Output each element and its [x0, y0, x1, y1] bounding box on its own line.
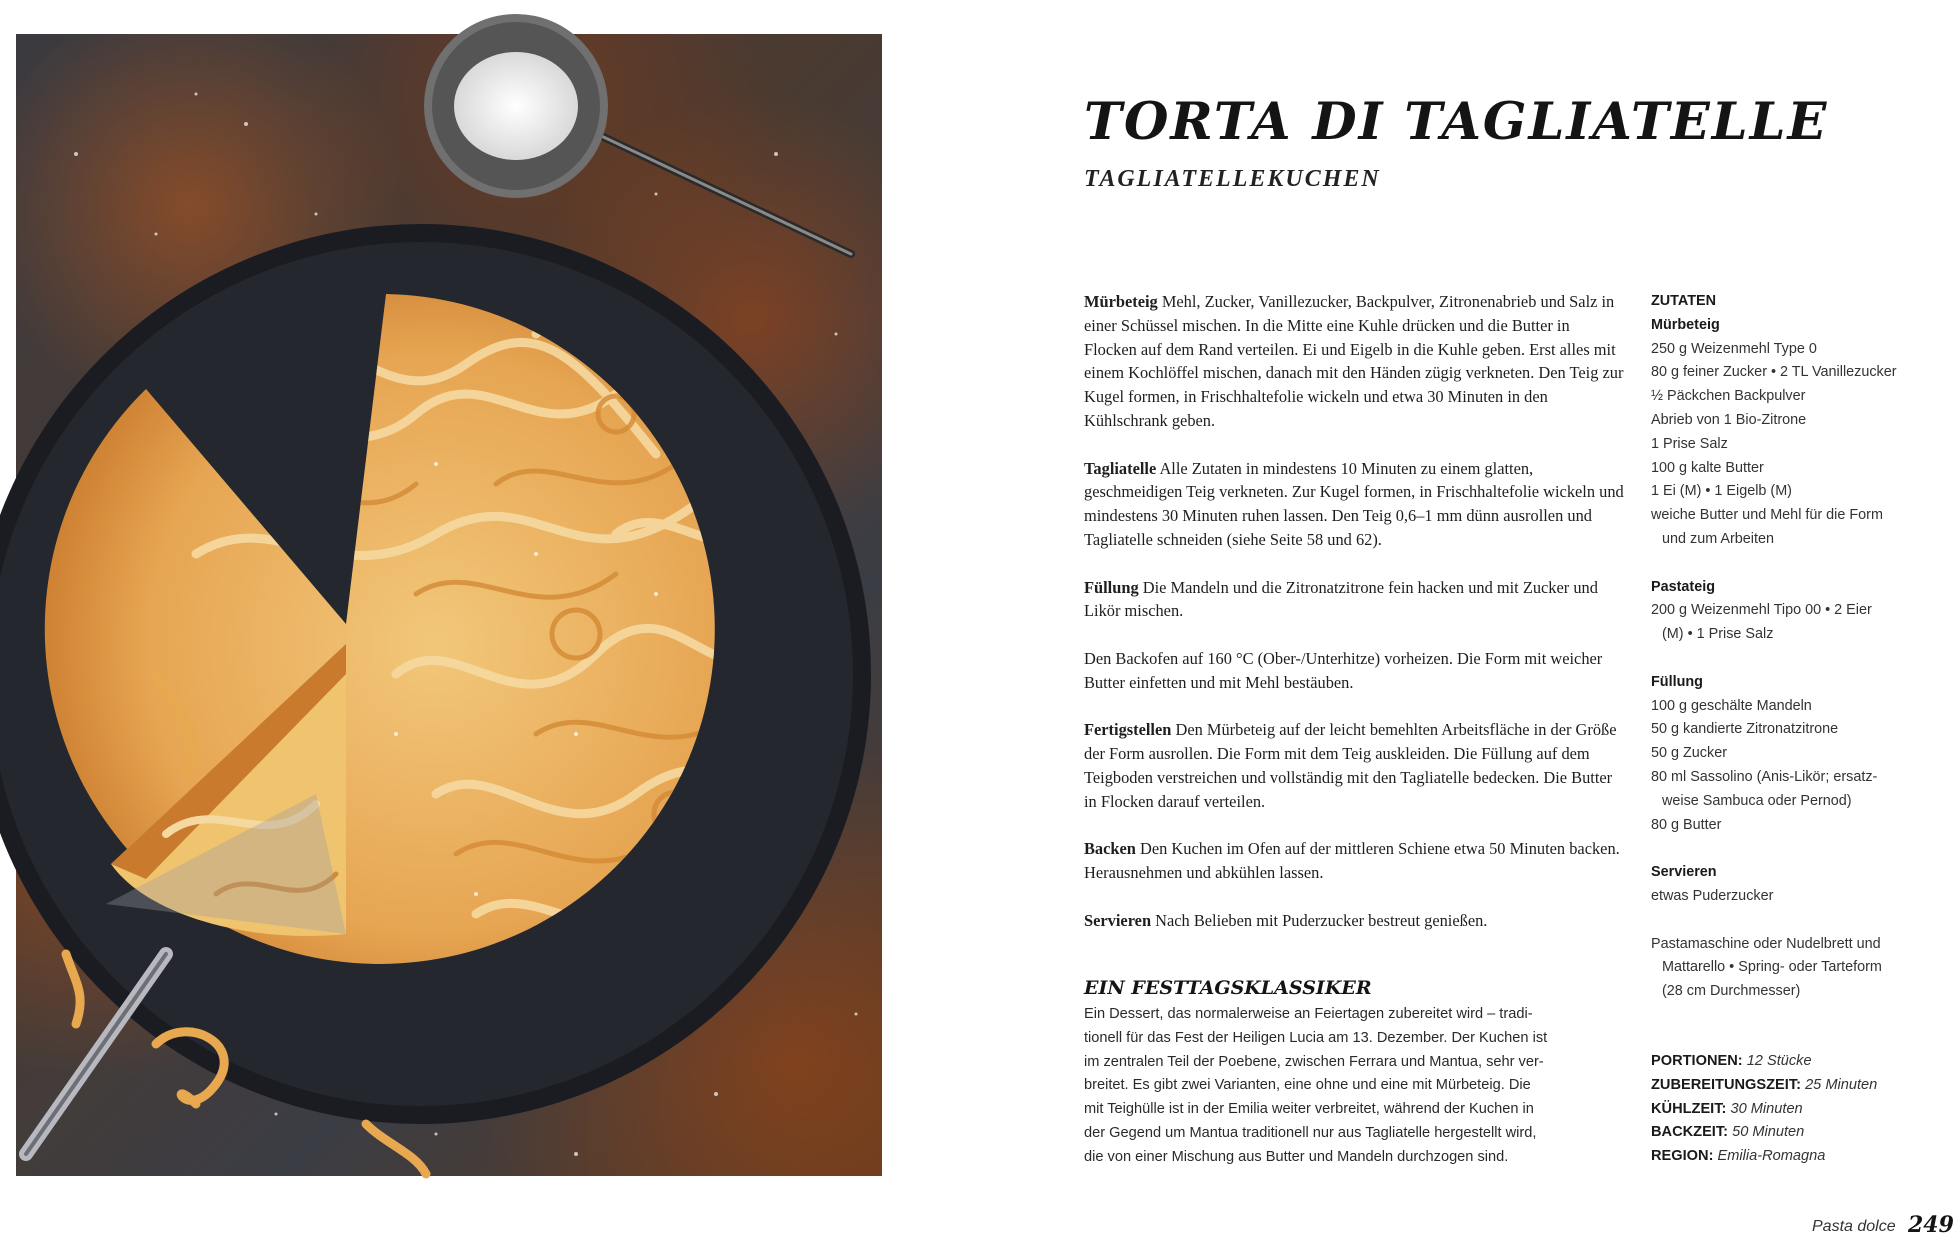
page-number: 249	[1908, 1212, 1954, 1238]
step-label: Füllung	[1084, 577, 1139, 597]
method-steps	[1084, 290, 1624, 956]
step-label: Backen	[1084, 839, 1136, 859]
info-box-line: der Gegend um Mantua traditionell nur aus Tagliatelle hergestellt wird,	[1084, 1124, 1537, 1141]
fact-value: 12 Stücke	[1746, 1053, 1812, 1069]
step-label: Servieren	[1084, 910, 1152, 930]
step-label: Mürbeteig	[1084, 292, 1158, 311]
ingredient-group-title: Pastateig	[1651, 578, 1715, 595]
info-box-line: breitet. Es gibt zwei Varianten, eine ohne und eine mit Mürbeteig. Die	[1084, 1077, 1531, 1094]
ingredient-line: 100 g geschälte Mandeln	[1651, 697, 1812, 714]
fact-value: 25 Minuten	[1805, 1076, 1878, 1093]
ingredients-heading: ZUTATEN	[1651, 293, 1717, 309]
fact-label: BACKZEIT:	[1651, 1124, 1729, 1141]
ingredient-line: 1 Ei (M) • 1 Eigelb (M)	[1651, 483, 1792, 500]
step-paragraph	[1084, 457, 1624, 552]
equipment-line: Mattarello • Spring- oder Tarteform	[1662, 959, 1882, 976]
step-text: Mehl, Zucker, Vanillezucker, Backpulver, Zitronenabrieb und Salz in einer Schüssel mischen. In die Mitte eine Kuhle drücken und die Butter in Flocken auf dem Rand verteilen. Ei und Eigelb in die Kuhle geben. Erst alles mit einem Kochlöffel mischen, danach mit den Händen zügig verkneten. Den Teig zur Kugel formen, in Frischhaltefolie wickeln und etwa 30 Minuten in den Kühlschrank geben.	[1084, 292, 1624, 430]
fact-label: REGION:	[1651, 1148, 1714, 1165]
ingredient-line: 50 g kandierte Zitronatzitrone	[1651, 721, 1839, 738]
info-box-heading: EIN FESTTAGSKLASSIKER	[1084, 977, 1372, 999]
fact-row	[1651, 1098, 1931, 1122]
step-paragraph	[1084, 837, 1624, 885]
ingredient-line: 250 g Weizenmehl Type 0	[1651, 340, 1817, 357]
step-text: Alle Zutaten in mindestens 10 Minuten zu einem glatten, geschmeidigen Teig verkneten. Zur Kugel formen, in Frischhaltefolie wickeln und mindestens 30 Minuten ruhen lassen. Den Teig 0,6–1 mm dünn ausrollen und Tagliatelle schneiden (siehe Seite 58 und 62).	[1084, 458, 1624, 549]
ingredient-line: weise Sambuca oder Pernod)	[1662, 792, 1852, 809]
running-footer-section: Pasta dolce	[1812, 1218, 1896, 1235]
ingredient-line: weiche Butter und Mehl für die Form	[1651, 507, 1883, 524]
ingredient-group-title: Füllung	[1651, 673, 1703, 690]
info-box-line: im zentralen Teil der Poebene, zwischen Ferrara und Mantua, sehr ver-	[1084, 1053, 1544, 1070]
fact-row	[1651, 1145, 1931, 1169]
ingredients-list	[1651, 290, 1911, 1004]
fact-value: 30 Minuten	[1730, 1100, 1803, 1117]
ingredient-line: 1 Prise Salz	[1651, 435, 1728, 452]
photo-illustration	[16, 34, 882, 1176]
step-paragraph	[1084, 647, 1624, 695]
ingredient-line: (M) • 1 Prise Salz	[1662, 626, 1774, 643]
fact-row	[1651, 1121, 1931, 1145]
info-box-line: tionell für das Fest der Heiligen Lucia am 13. Dezember. Der Kuchen ist	[1084, 1029, 1548, 1046]
ingredient-line: 80 g Butter	[1651, 816, 1722, 833]
ingredient-line: 80 g feiner Zucker • 2 TL Vanillezucker	[1651, 364, 1897, 381]
ingredient-group-title: Mürbeteig	[1651, 316, 1720, 333]
ingredient-group-title: Servieren	[1651, 864, 1717, 881]
equipment-line: Pastamaschine oder Nudelbrett und	[1651, 935, 1881, 952]
sieve-icon	[424, 14, 851, 254]
fact-value: 50 Minuten	[1732, 1124, 1805, 1141]
step-text: Die Mandeln und die Zitronatzitrone fein hacken und mit Zucker und Likör mischen.	[1084, 577, 1598, 621]
step-text: Den Mürbeteig auf der leicht bemehlten Arbeitsfläche in der Größe der Form ausrollen. Die Form mit dem Teig auskleiden. Die Füllung auf dem Teigboden verstreichen und vollständig mit den Tagliatelle bedecken. Die Butter in Flocken darauf verteilen.	[1084, 720, 1617, 811]
info-box-line: Ein Dessert, das normalerweise an Feiertagen zubereitet wird – tradi-	[1084, 1006, 1533, 1022]
ingredient-line: etwas Puderzucker	[1651, 887, 1774, 904]
step-text: Den Kuchen im Ofen auf der mittleren Schiene etwa 50 Minuten backen. Herausnehmen und abkühlen lassen.	[1084, 839, 1620, 883]
step-paragraph	[1084, 290, 1624, 433]
step-label: Tagliatelle	[1084, 458, 1157, 478]
info-box-text	[1084, 1003, 1564, 1170]
fact-label: PORTIONEN:	[1651, 1053, 1743, 1069]
recipe-photo	[16, 34, 882, 1176]
step-label: Fertigstellen	[1084, 720, 1172, 740]
info-box-line: die von einer Mischung aus Butter und Mandeln durchzogen sind.	[1084, 1148, 1509, 1165]
fact-row	[1651, 1050, 1931, 1074]
recipe-subtitle: TAGLIATELLEKUCHEN	[1084, 166, 1381, 192]
recipe-facts	[1651, 1050, 1931, 1169]
ingredient-line: 50 g Zucker	[1651, 745, 1727, 762]
fact-label: KÜHLZEIT:	[1651, 1100, 1727, 1117]
fact-row	[1651, 1074, 1931, 1098]
step-paragraph	[1084, 576, 1624, 624]
ingredient-line: 200 g Weizenmehl Tipo 00 • 2 Eier	[1651, 602, 1872, 619]
info-box-line: mit Teighülle ist in der Emilia weiter verbreitet, während der Kuchen in	[1084, 1101, 1534, 1118]
ingredient-line: Abrieb von 1 Bio-Zitrone	[1651, 411, 1807, 428]
recipe-title: TORTA DI TAGLIATELLE	[1084, 92, 1829, 152]
step-text: Den Backofen auf 160 °C (Ober-/Unterhitze) vorheizen. Die Form mit weicher Butter einfetten und mit Mehl bestäuben.	[1084, 648, 1603, 692]
fact-value: Emilia-Romagna	[1717, 1148, 1826, 1165]
ingredient-line: 100 g kalte Butter	[1651, 459, 1764, 476]
ingredient-line: 80 ml Sassolino (Anis-Likör; ersatz-	[1651, 768, 1878, 785]
ingredient-line: ½ Päckchen Backpulver	[1651, 388, 1806, 405]
fact-label: ZUBEREITUNGSZEIT:	[1651, 1076, 1801, 1093]
step-paragraph	[1084, 909, 1624, 933]
step-paragraph	[1084, 718, 1624, 813]
ingredient-line: und zum Arbeiten	[1662, 530, 1774, 547]
step-text: Nach Belieben mit Puderzucker bestreut genießen.	[1151, 910, 1488, 930]
equipment-line: (28 cm Durchmesser)	[1662, 983, 1801, 1000]
